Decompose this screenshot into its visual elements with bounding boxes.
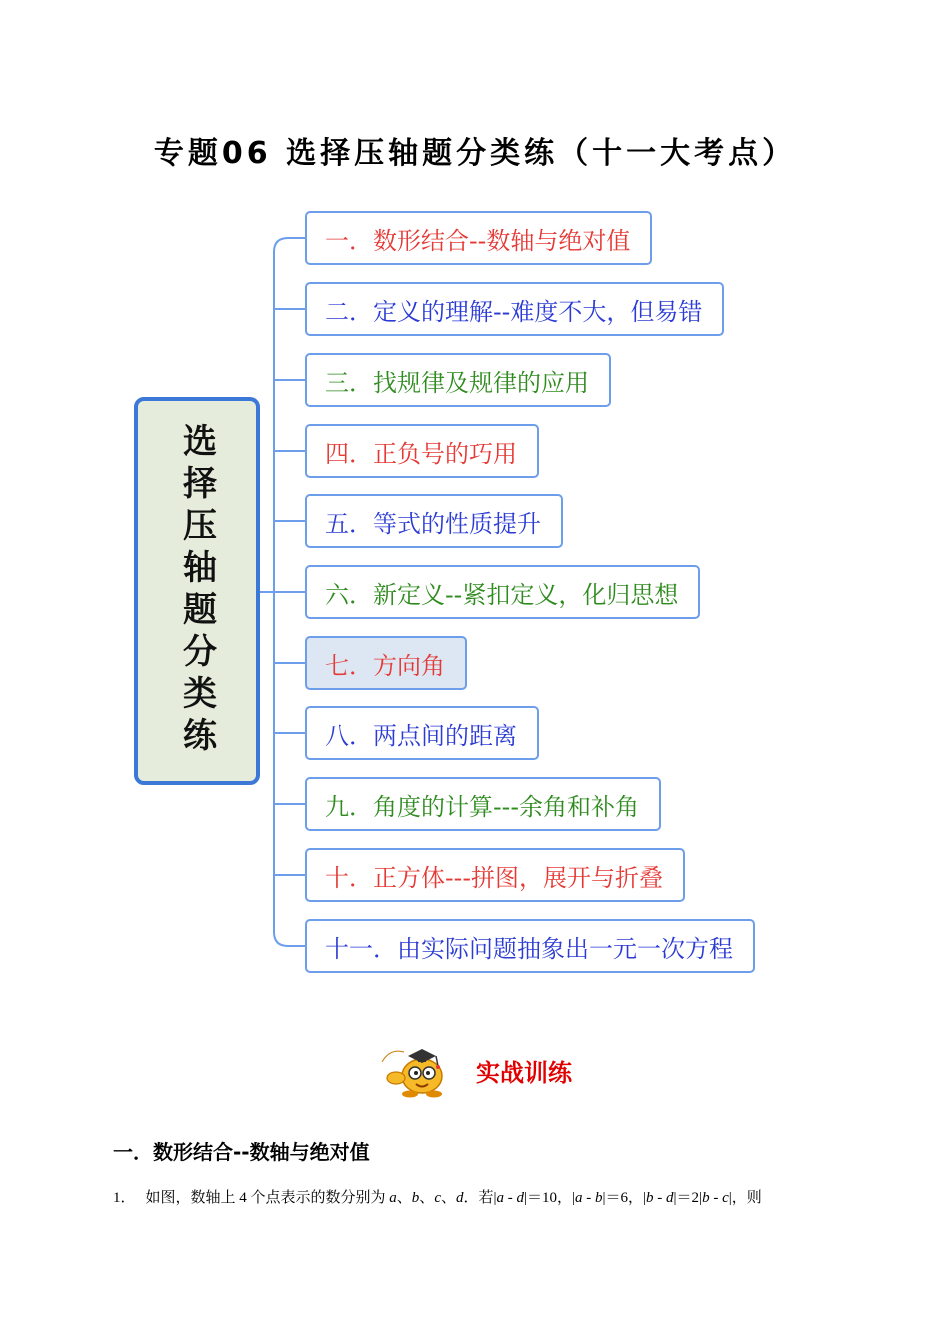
- var-b: b: [646, 1190, 654, 1206]
- minus-sign: -: [709, 1190, 723, 1206]
- question-text: ．若|: [463, 1190, 497, 1206]
- branch-8: [305, 706, 539, 760]
- var-a: a: [496, 1190, 505, 1206]
- var-b: b: [595, 1190, 603, 1206]
- mind-map-root: [134, 397, 260, 785]
- question-text: |＝2|: [673, 1190, 703, 1206]
- sep: 、: [440, 1190, 456, 1206]
- branch-8-label: 八．两点间的距离: [325, 721, 517, 750]
- branch-6-label: 六．新定义--紧扣定义，化归思想: [325, 580, 679, 609]
- var-d: d: [666, 1190, 674, 1206]
- branch-7: [305, 636, 467, 690]
- minus-sign: -: [582, 1190, 596, 1206]
- branch-6: [305, 565, 700, 619]
- mascot-scholar-icon: [380, 1042, 464, 1098]
- var-c: c: [434, 1190, 441, 1206]
- branch-11: [305, 919, 755, 973]
- sep: 、: [396, 1190, 412, 1206]
- var-c: c: [722, 1190, 729, 1206]
- practice-banner: [380, 1040, 572, 1100]
- branch-10: [305, 848, 685, 902]
- branch-7-label: 七．方向角: [325, 651, 445, 680]
- branch-5-label: 五．等式的性质提升: [325, 509, 541, 538]
- branch-3-label: 三．找规律及规律的应用: [325, 368, 589, 397]
- branch-5: [305, 494, 563, 548]
- branch-2: [305, 282, 724, 336]
- practice-banner-label: 实战训练: [476, 1058, 572, 1087]
- branch-1-label: 一．数形结合--数轴与绝对值: [325, 226, 631, 255]
- branch-9-label: 九．角度的计算---余角和补角: [325, 792, 639, 821]
- question-number: 1．: [113, 1190, 136, 1206]
- minus-sign: -: [504, 1190, 517, 1206]
- page-title: 专题06 选择压轴题分类练（十一大考点）: [153, 136, 797, 171]
- var-a: a: [575, 1190, 583, 1206]
- var-a: a: [389, 1190, 397, 1206]
- question-text: 如图，数轴上 4 个点表示的数分别为: [145, 1190, 390, 1206]
- branch-4: [305, 424, 539, 478]
- branch-4-label: 四．正负号的巧用: [325, 439, 517, 468]
- branch-1: [305, 211, 652, 265]
- section-heading: 一．数形结合--数轴与绝对值: [113, 1140, 370, 1164]
- branch-3: [305, 353, 611, 407]
- question-text: |＝6，|: [602, 1190, 647, 1206]
- mind-map-root-label: 选择压轴题分类练: [176, 423, 217, 759]
- minus-sign: -: [653, 1190, 667, 1206]
- var-d: d: [456, 1190, 464, 1206]
- question-text: |＝10，|: [524, 1190, 576, 1206]
- var-b: b: [702, 1190, 710, 1206]
- var-d: d: [516, 1190, 525, 1206]
- branch-11-label: 十一．由实际问题抽象出一元一次方程: [325, 934, 733, 963]
- branch-10-label: 十．正方体---拼图，展开与折叠: [325, 863, 663, 892]
- question-text: |，则: [728, 1190, 762, 1206]
- sep: 、: [419, 1190, 435, 1206]
- question-1: [113, 1186, 762, 1207]
- var-b: b: [411, 1190, 420, 1206]
- branch-9: [305, 777, 661, 831]
- branch-2-label: 二．定义的理解--难度不大，但易错: [325, 297, 703, 326]
